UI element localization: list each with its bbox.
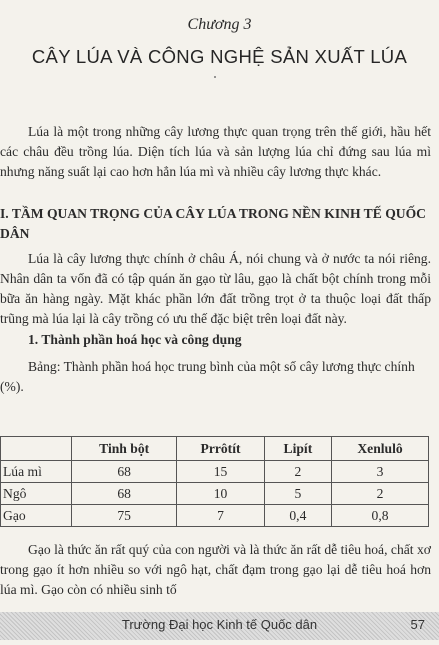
table-row bbox=[1, 483, 429, 505]
chapter-label: Chương 3 bbox=[187, 16, 252, 33]
table-cell: 7 bbox=[177, 505, 264, 527]
table-cell: 68 bbox=[72, 461, 177, 483]
table-cell: 0,4 bbox=[264, 505, 331, 527]
table-cell: Lúa mì bbox=[1, 461, 72, 483]
composition-table bbox=[0, 436, 429, 527]
table-header-row bbox=[1, 437, 429, 461]
table-cell: 68 bbox=[72, 483, 177, 505]
table-header-cell: Lipít bbox=[264, 437, 331, 461]
table-row bbox=[1, 461, 429, 483]
table-header-cell bbox=[1, 437, 72, 461]
decorative-dot bbox=[214, 76, 216, 78]
section-paragraph: Lúa là cây lương thực chính ở châu Á, nói chung và ở nước ta nói riêng. Nhân dân ta vốn đã có tập quán ăn gạo từ lâu, gạo là chất bột chính trong mỗi bữa ăn hàng ngày. Mặt khác phần lớn đất trồng trọt ở ta thuộc loại đất thấp trũng mà lúa lại là cây trồng có ưu thế đặc biệt trên loại đất này. bbox=[0, 251, 431, 326]
table-cell: 0,8 bbox=[332, 505, 429, 527]
table-header-cell: Prrôtít bbox=[177, 437, 264, 461]
table-cell: 3 bbox=[332, 461, 429, 483]
table-cell: 75 bbox=[72, 505, 177, 527]
page-footer bbox=[0, 612, 439, 640]
footer-university-name: Trường Đại học Kinh tế Quốc dân bbox=[121, 617, 318, 632]
table-cell: 2 bbox=[264, 461, 331, 483]
table-cell: Gạo bbox=[1, 505, 72, 527]
table-cell: 10 bbox=[177, 483, 264, 505]
table-cell: 15 bbox=[177, 461, 264, 483]
table-caption: Bảng: Thành phần hoá học trung bình của một số cây lương thực chính (%). bbox=[0, 359, 415, 394]
table-cell: 2 bbox=[332, 483, 429, 505]
subsection-heading: 1. Thành phần hoá học và công dụng bbox=[28, 332, 242, 347]
section-heading: I. TẦM QUAN TRỌNG CỦA CÂY LÚA TRONG NỀN KINH TẾ QUỐC DÂN bbox=[0, 206, 426, 241]
table-cell: Ngô bbox=[1, 483, 72, 505]
table-row bbox=[1, 505, 429, 527]
final-paragraph: Gạo là thức ăn rất quý của con người và là thức ăn rất dễ tiêu hoá, chất xơ trong gạo ít hơn nhiều so với ngô hạt, chất đạm trong gạo lại dễ tiêu hoá hơn lúa mì. Gạo còn có nhiều sinh tố bbox=[0, 542, 431, 597]
chapter-title: CÂY LÚA VÀ CÔNG NGHỆ SẢN XUẤT LÚA bbox=[31, 46, 408, 67]
table-header-cell: Xenlulô bbox=[332, 437, 429, 461]
page-number: 57 bbox=[410, 617, 425, 632]
intro-paragraph: Lúa là một trong những cây lương thực quan trọng trên thế giới, hầu hết các châu đều trồng lúa. Diện tích lúa và sản lượng lúa chỉ đứng sau lúa mì nhưng năng suất lại cao hơn hẳn lúa mì và nhiều cây lương thực khác. bbox=[0, 124, 431, 179]
table-cell: 5 bbox=[264, 483, 331, 505]
table-header-cell: Tinh bột bbox=[72, 437, 177, 461]
